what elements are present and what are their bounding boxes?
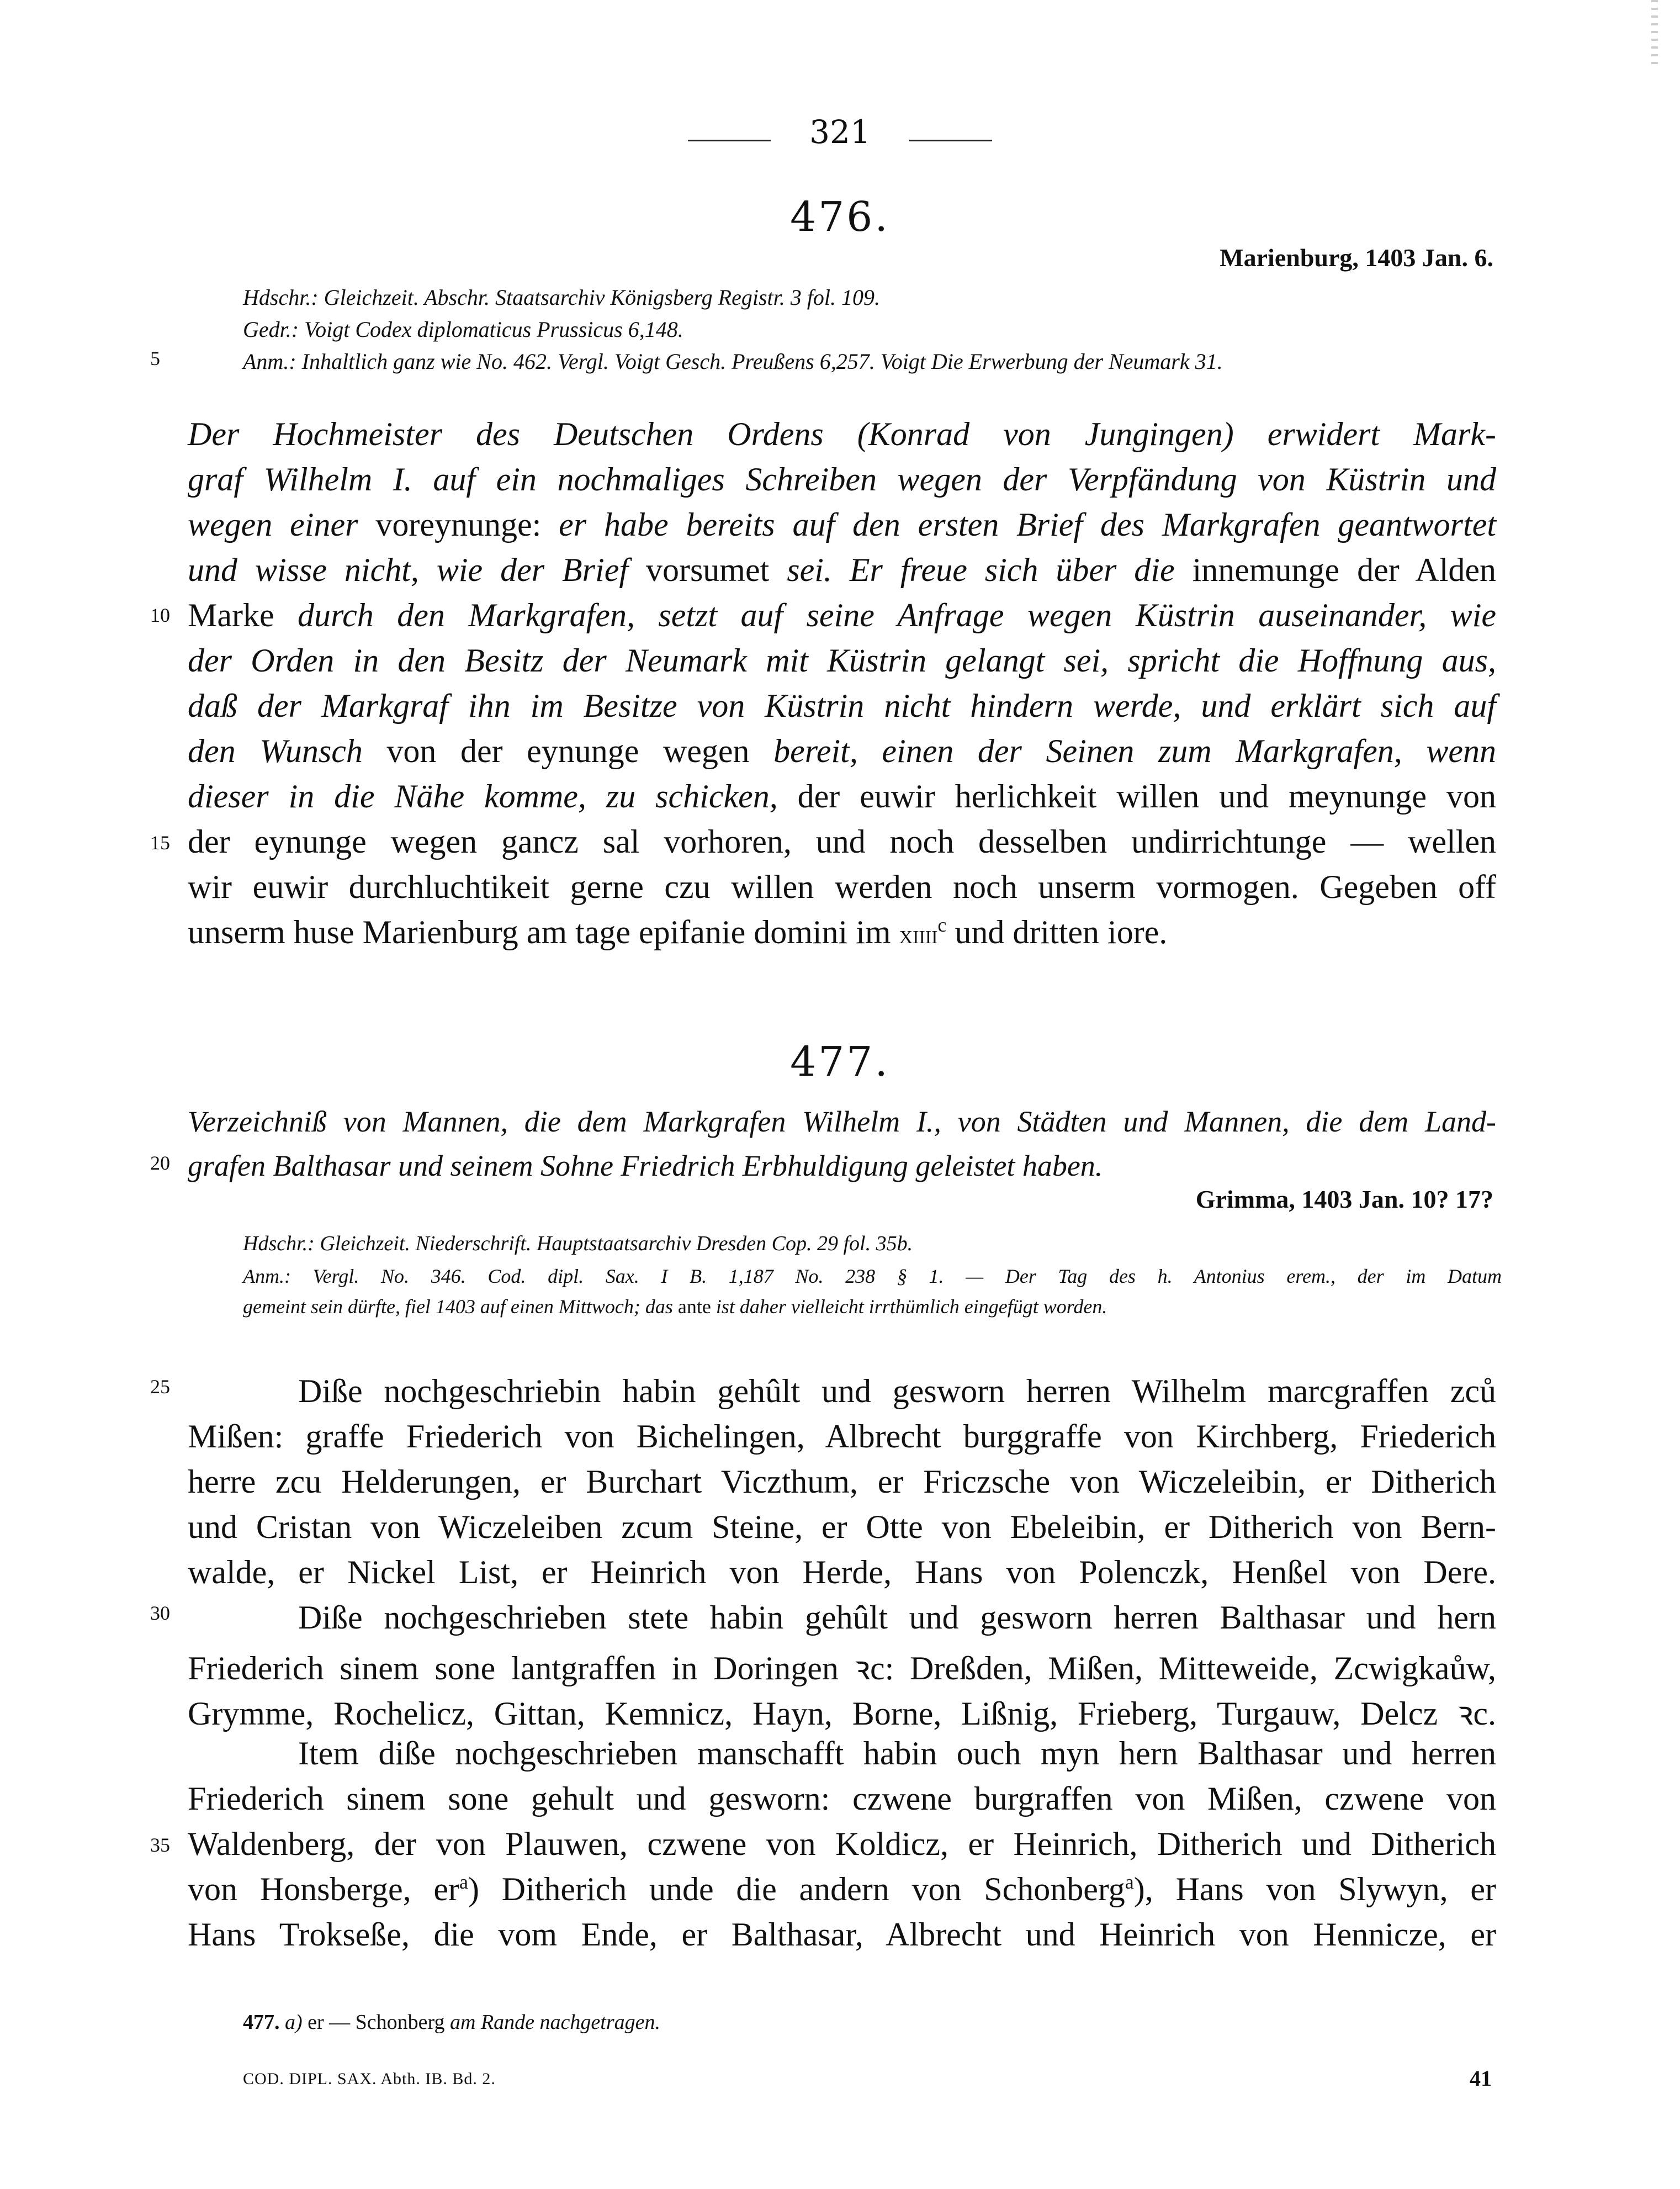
header-rule-left: [688, 140, 771, 141]
doc-476-meta: [243, 282, 1502, 378]
doc-476-text-run: durch den Markgrafen, setzt auf seine Anfrage wegen Küstrin auseinander, wie: [298, 597, 1496, 633]
doc-477-text-run: Hans Trokseße, die vom Ende, er Balthasar, Albrecht und Heinrich von Hennicze, er: [188, 1916, 1496, 1953]
footer-series: COD. DIPL. SAX. Abth. IB. Bd. 2.: [243, 2070, 496, 2088]
doc-476-hdschr: Hdschr.: Gleichzeit. Abschr. Staatsarchiv Königsberg Registr. 3 fol. 109.: [243, 285, 881, 310]
doc-476-text-run: der Orden in den Besitz der Neumark mit Küstrin gelangt sei, spricht die Hoffnung aus,: [188, 642, 1496, 679]
line-number-35: 35: [150, 1834, 170, 1856]
doc-476-text-run: der eynunge wegen gancz sal vorhoren, und noch desselben undirrichtunge — wellen: [188, 823, 1496, 860]
doc-477-text-run: a: [459, 1871, 468, 1893]
footnote-text-a: er — Schonberg: [308, 2011, 451, 2034]
doc-477-text-run: Diße nochgeschrieben stete habin gehûlt und gesworn herren Balthasar und hern: [298, 1599, 1496, 1636]
doc-476-line: [188, 596, 1496, 635]
doc-477-hdschr: Hdschr.: Gleichzeit. Niederschrift. Hauptstaatsarchiv Dresden Cop. 29 fol. 35b.: [243, 1232, 913, 1255]
doc-477-text-run: ) Ditherich unde die andern von Schonberg: [468, 1871, 1125, 1907]
doc-476-line: [188, 506, 1496, 544]
doc-476-number: 476.: [790, 193, 890, 241]
doc-476-line: [188, 913, 1496, 951]
line-number-25: 25: [150, 1376, 170, 1398]
doc-476-text-run: innemunge der Alden: [1192, 552, 1496, 588]
doc-476-text-run: und dritten iore.: [946, 914, 1168, 950]
doc-476-line: [188, 642, 1496, 680]
header-rule-right: [909, 140, 992, 141]
doc-476-line: [188, 868, 1496, 906]
doc-476-gedr: Gedr.: Voigt Codex diplomaticus Prussicus 6,148.: [243, 317, 683, 342]
line-number-5: 5: [150, 347, 160, 369]
doc-477-line: [188, 1508, 1496, 1546]
doc-476-text-run: wir euwir durchluchtikeit gerne czu willen werden noch unserm vormogen. Gegeben off: [188, 869, 1496, 905]
line-number-15: 15: [150, 832, 170, 854]
page-number: 321: [809, 113, 871, 151]
footnote: [243, 2010, 660, 2034]
doc-476-text-run: Der Hochmeister des Deutschen Ordens (Konrad von Jungingen) erwidert Mark-: [188, 416, 1496, 452]
doc-477-text-run: Item diße nochgeschrieben manschafft habin ouch myn hern Balthasar und herren: [298, 1735, 1496, 1772]
doc-476-text-run: graf Wilhelm I. auf ein nochmaliges Schreiben wegen der Verpfändung von Küstrin und: [188, 461, 1496, 498]
doc-476-text-run: von der eynunge wegen: [386, 733, 774, 769]
doc-477-line: [188, 1870, 1496, 1908]
doc-477-summary-line-1: Verzeichniß von Mannen, die dem Markgrafen Wilhelm I., von Städten und Mannen, die dem Land-: [188, 1105, 1496, 1138]
page-footer: [243, 2066, 1492, 2091]
doc-477-line: [188, 1553, 1496, 1591]
doc-477-anm-part-1: gemeint sein dürfte, fiel 1403 auf einen Mittwoch; das: [243, 1296, 678, 1318]
doc-477-line: [188, 1418, 1496, 1456]
doc-476-text-run: voreynunge:: [375, 506, 559, 543]
doc-477-text-run: von Honsberge, er: [188, 1871, 459, 1907]
doc-477-line: [298, 1735, 1496, 1773]
doc-477-text-run: Grymme, Rochelicz, Gittan, Kemnicz, Hayn, Borne, Lißnig, Frieberg, Turgauw, Delcz ꝛc.: [188, 1695, 1496, 1732]
doc-477-text-run: Waldenberg, der von Plauwen, czwene von Koldicz, er Heinrich, Ditherich und Ditherich: [188, 1826, 1496, 1862]
footnote-mark: a): [279, 2011, 308, 2034]
doc-476-text-run: xiiii: [899, 920, 938, 949]
doc-476-text-run: dieser in die Nähe komme, zu schicken,: [188, 778, 798, 815]
doc-477-anm-ante: ante: [677, 1296, 711, 1318]
doc-476-text-run: c: [937, 914, 947, 936]
doc-477-dateline: Grimma, 1403 Jan. 10? 17?: [1195, 1185, 1493, 1213]
doc-477-line: [188, 1644, 1496, 1689]
doc-477-summary-line-2: grafen Balthasar und seinem Sohne Friedrich Erbhuldigung geleistet haben.: [188, 1149, 1103, 1182]
doc-476-line: [188, 778, 1496, 816]
line-number-30: 30: [150, 1602, 170, 1624]
doc-476-text-run: wegen einer: [188, 506, 376, 543]
doc-477-anm-part-3: ist daher vielleicht irrthümlich eingefügt worden.: [711, 1296, 1107, 1318]
doc-477-text-run: Friederich sinem sone lantgraffen in Doringen ꝛc: Dreßden, Mißen, Mitteweide, Zcwigkaůw,: [188, 1650, 1496, 1686]
doc-477-text-run: ), Hans von Slywyn, er: [1133, 1871, 1497, 1907]
doc-477-text-run: Diße nochgeschriebin habin gehûlt und gesworn herren Wilhelm marcgraffen zců: [298, 1373, 1496, 1409]
doc-476-line: [188, 461, 1496, 499]
doc-477-text-run: Friederich sinem sone gehult und gesworn: czwene burgraffen von Mißen, czwene von: [188, 1780, 1496, 1817]
doc-476-line: [188, 415, 1496, 453]
scan-speckle: [1651, 0, 1658, 66]
page-header: [0, 113, 1680, 151]
line-number-20: 20: [150, 1152, 170, 1174]
doc-477-text-run: a: [1125, 1871, 1134, 1893]
doc-476-line: [188, 551, 1496, 589]
doc-476-text-run: der euwir herlichkeit willen und meynunge von: [797, 778, 1496, 815]
doc-476-text-run: Marke: [188, 597, 298, 633]
doc-477-line: [298, 1599, 1496, 1637]
doc-476-dateline: Marienburg, 1403 Jan. 6.: [1220, 244, 1493, 272]
doc-476-line: [188, 823, 1496, 861]
doc-477-text-run: Mißen: graffe Friederich von Bichelingen, Albrecht burggraffe von Kirchberg, Friederich: [188, 1418, 1496, 1455]
doc-476-line: [188, 687, 1496, 725]
doc-476-text-run: vorsumet: [645, 552, 787, 588]
footnote-text-b: am Rande nachgetragen.: [450, 2011, 660, 2034]
doc-477-line: [188, 1916, 1496, 1954]
doc-476-text-run: den Wunsch: [188, 733, 387, 769]
doc-476-text-run: sei. Er freue sich über die: [787, 552, 1193, 588]
doc-477-text-run: herre zcu Helderungen, er Burchart Viczthum, er Friczsche von Wiczeleibin, er Ditherich: [188, 1463, 1496, 1500]
doc-477-line: [188, 1780, 1496, 1818]
doc-477-line: [188, 1689, 1496, 1735]
doc-476-text-run: er habe bereits auf den ersten Brief des Markgrafen geantwortet: [559, 506, 1496, 543]
doc-476-text-run: daß der Markgraf ihn im Besitze von Küstrin nicht hindern werde, und erklärt sich auf: [188, 688, 1496, 724]
doc-477-text-run: und Cristan von Wiczeleiben zcum Steine, er Otte von Ebeleibin, er Ditherich von Bern-: [188, 1509, 1496, 1545]
footer-sheet-number: 41: [1470, 2066, 1492, 2091]
doc-477-line: [188, 1463, 1496, 1501]
footnote-ref: 477.: [243, 2011, 280, 2034]
doc-477-text-run: walde, er Nickel List, er Heinrich von Herde, Hans von Polenczk, Henßel von Dere.: [188, 1554, 1496, 1590]
doc-476-text-run: und wisse nicht, wie der Brief: [188, 552, 646, 588]
doc-477-anm-line-1: Anm.: Vergl. No. 346. Cod. dipl. Sax. I B. 1,187 No. 238 § 1. — Der Tag des h. Antonius erem., der im Datum: [243, 1265, 1502, 1287]
doc-476-anm: Anm.: Inhaltlich ganz wie No. 462. Vergl. Voigt Gesch. Preußens 6,257. Voigt Die Erwerbung der Neumark 31.: [243, 349, 1223, 374]
doc-477-line: [298, 1372, 1496, 1410]
doc-477-line: [188, 1825, 1496, 1863]
doc-476-text-run: unserm huse Marienburg am tage epifanie domini im: [188, 914, 899, 950]
line-number-10: 10: [150, 604, 170, 626]
doc-476-text-run: bereit, einen der Seinen zum Markgrafen, wenn: [773, 733, 1497, 769]
doc-476-line: [188, 732, 1496, 770]
doc-477-anm-line-2: [243, 1295, 1502, 1318]
doc-477-number: 477.: [790, 1038, 890, 1086]
